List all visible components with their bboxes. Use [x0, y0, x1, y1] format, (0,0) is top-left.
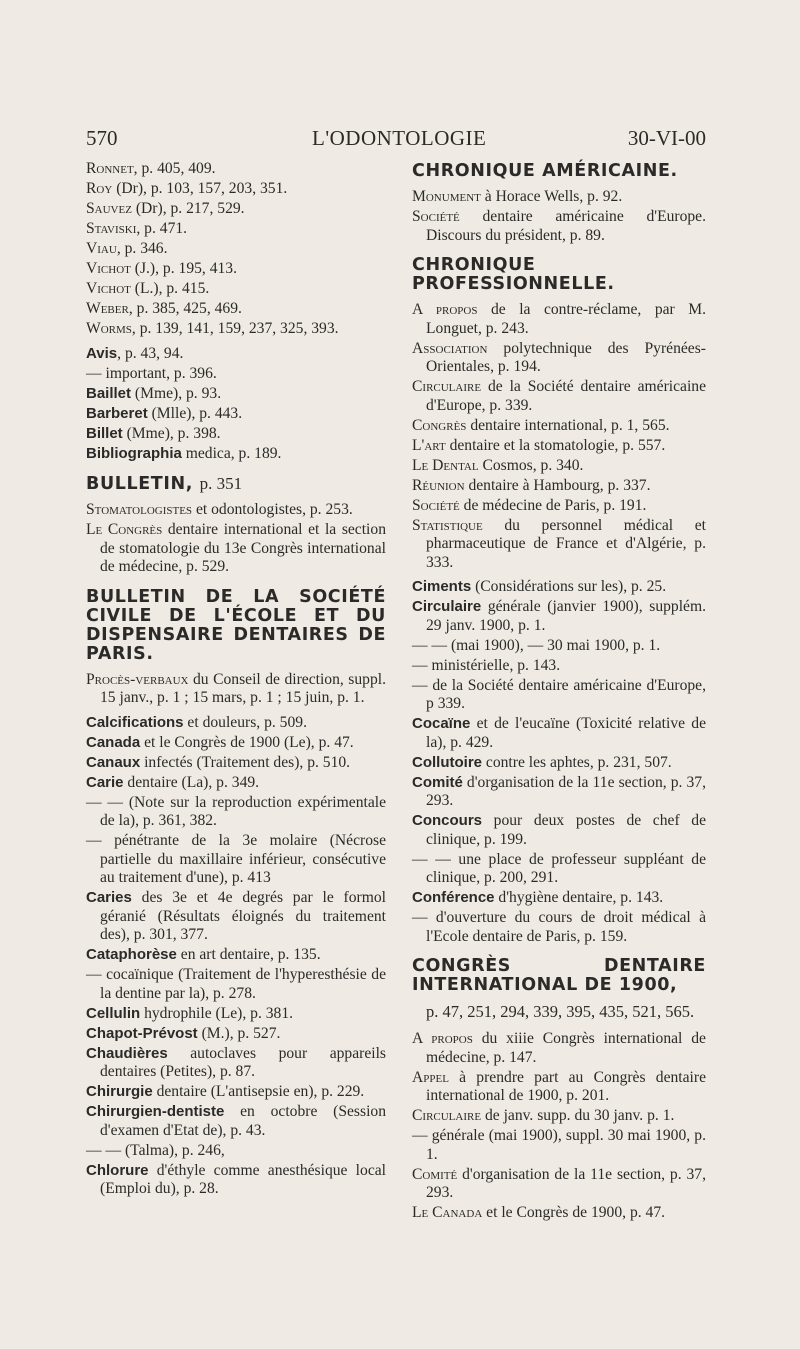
index-entry [412, 812, 706, 849]
index-entry [412, 774, 706, 811]
index-name: Procès-verbaux [86, 670, 189, 688]
index-name: Le Dental [412, 456, 479, 474]
index-entry [412, 457, 706, 476]
index-pages: (M.), p. 527. [197, 1024, 281, 1042]
index-entry [86, 889, 386, 945]
index-pages: contre les aphtes, p. 231, 507. [482, 753, 672, 771]
index-term: Calcifications [86, 713, 184, 731]
section-heading [86, 588, 386, 664]
running-header [86, 126, 706, 154]
index-term: Cellulin [86, 1004, 141, 1022]
index-name: Stomatologistes [86, 501, 193, 518]
index-entry [412, 1127, 706, 1164]
index-entry [412, 188, 706, 207]
index-name: Monument [412, 188, 481, 205]
index-entry [86, 966, 386, 1003]
index-pages: — — (Talma), p. 246, [86, 1141, 225, 1159]
index-pages: dentaire (La), p. 349. [123, 773, 260, 791]
index-pages: dentaire à Hambourg, p. 337. [464, 476, 651, 494]
index-entry [86, 385, 386, 404]
page-number: 570 [86, 126, 118, 150]
index-name: A propos [412, 1030, 473, 1047]
index-pages: dentaire international, p. 1, 565. [466, 416, 670, 434]
index-pages: et le Congrès de 1900 (Le), p. 47. [140, 733, 354, 751]
index-name: Sauvez [86, 200, 132, 217]
index-name: Comité [412, 1165, 458, 1183]
index-term: Cataphorèse [86, 946, 177, 963]
index-entry [86, 774, 386, 793]
index-entry [86, 734, 386, 753]
section-heading-text: BULLETIN DE LA SOCIÉTÉ CIVILE DE L'ÉCOLE ET DU DISPENSAIRE DENTAIRES DE PARIS. [86, 586, 386, 664]
index-pages: du Conseil de direction, suppl. 15 janv., p. 1 ; 15 mars, p. 1 ; 15 juin, p. 1. [100, 670, 386, 706]
index-pages: d'hygiène dentaire, p. 143. [494, 889, 664, 906]
index-pages: du xiiie Congrès international de médecine, p. 147. [426, 1030, 706, 1066]
index-entry [86, 794, 386, 831]
index-pages: du personnel médical et pharmaceutique de France et d'Algérie, p. 333. [426, 516, 706, 571]
section-heading-text: BULLETIN, [86, 474, 193, 494]
index-term: Concours [412, 812, 483, 829]
index-entry [412, 378, 706, 415]
index-entry [86, 320, 386, 339]
index-entry [86, 300, 386, 319]
index-pages: — important, p. 396. [86, 364, 217, 382]
index-term: Barberet [86, 404, 148, 422]
index-pages: des 3e et 4e degrés par le formol géranié (Résultats éloignés du traitement des), p. 301, 377. [100, 889, 386, 943]
index-entry [86, 280, 386, 299]
index-pages: (Mme), p. 93. [131, 384, 222, 402]
index-name: Association [412, 339, 488, 357]
index-term: Avis [86, 344, 118, 362]
index-pages: , p. 43, 94. [117, 344, 184, 362]
index-name: Weber [86, 300, 129, 317]
index-term: Chirurgien-dentiste [86, 1103, 225, 1120]
index-entry [86, 501, 386, 520]
index-pages: générale (janvier 1900), supplém. 29 janv. 1900, p. 1. [426, 598, 706, 634]
index-pages: infectés (Traitement des), p. 510. [140, 753, 351, 771]
index-name: Le Canada [412, 1204, 483, 1221]
index-entry [86, 671, 386, 708]
index-pages: autoclaves pour appareils dentaires (Petites), p. 87. [100, 1044, 386, 1080]
index-name: Ronnet [86, 160, 134, 177]
index-pages: — pénétrante de la 3e molaire (Nécrose partielle du maxillaire inférieur, consécutive au traitement d'une), p. 413 [86, 832, 386, 886]
index-pages: dentaire (L'antisepsie en), p. 229. [152, 1083, 365, 1100]
index-pages: — — une place de professeur suppléant de clinique, p. 200, 291. [412, 850, 706, 886]
index-pages: , p. 139, 141, 159, 237, 325, 393. [131, 320, 339, 337]
index-pages: (Mlle), p. 443. [147, 404, 243, 422]
index-entry [412, 340, 706, 377]
index-term: Chapot-Prévost [86, 1024, 198, 1042]
index-pages: pour deux postes de chef de clinique, p. 199. [426, 812, 706, 848]
index-pages: (Dr), p. 217, 529. [131, 200, 245, 217]
index-term: Billet [86, 424, 123, 442]
index-pages: de médecine de Paris, p. 191. [459, 496, 647, 514]
index-name: Vichot [86, 260, 131, 277]
section-heading [86, 474, 386, 494]
index-name: Réunion [412, 476, 465, 494]
index-pages: Cosmos, p. 340. [478, 456, 584, 474]
index-name: Société [412, 496, 460, 514]
index-entry [412, 208, 706, 245]
index-pages: d'organisation de la 11e section, p. 37, 293. [426, 773, 706, 809]
section-heading-pages: p. 351 [199, 474, 243, 493]
index-entry [86, 260, 386, 279]
index-entry [86, 832, 386, 888]
index-entry [86, 1162, 386, 1199]
index-pages: d'éthyle comme anesthésique local (Emploi du), p. 28. [100, 1161, 386, 1197]
index-term: Bibliographia [86, 444, 182, 462]
index-entry [86, 445, 386, 464]
journal-title: L'ODONTOLOGIE [312, 126, 487, 150]
section-heading-text: CHRONIQUE AMÉRICAINE. [412, 161, 678, 181]
index-pages: et le Congrès de 1900, p. 47. [482, 1204, 666, 1221]
index-name: Viau [86, 240, 117, 257]
index-pages: en octobre (Session d'examen d'Etat de), p. 43. [100, 1103, 386, 1139]
index-entry [86, 714, 386, 733]
index-term: Comité [412, 773, 463, 791]
index-entry [412, 1107, 706, 1126]
index-pages: medica, p. 189. [181, 444, 282, 462]
section-heading [412, 256, 706, 294]
index-pages: et odontologistes, p. 253. [192, 501, 353, 518]
index-entry [412, 909, 706, 946]
index-term: Chlorure [86, 1161, 149, 1179]
index-pages: , p. 346. [116, 240, 168, 257]
index-pages: — cocaïnique (Traitement de l'hyperesthésie de la dentine par la), p. 278. [86, 966, 386, 1002]
index-column-left [86, 160, 386, 1200]
index-name: Société [412, 208, 460, 225]
index-entry [86, 946, 386, 965]
index-pages: (Dr), p. 103, 157, 203, 351. [112, 180, 288, 197]
index-pages: de janv. supp. du 30 janv. p. 1. [481, 1107, 675, 1124]
index-pages: (Considérations sur les), p. 25. [471, 578, 667, 595]
index-term: Canada [86, 733, 141, 751]
index-entry [86, 425, 386, 444]
index-entry [412, 637, 706, 656]
index-entry [412, 754, 706, 773]
index-term: Circulaire [412, 598, 482, 615]
index-pages: d'organisation de la 11e section, p. 37, 293. [426, 1165, 706, 1201]
index-entry [412, 497, 706, 516]
index-entry [86, 200, 386, 219]
index-pages: à prendre part au Congrès dentaire international de 1900, p. 201. [426, 1068, 706, 1104]
index-name: Appel [412, 1068, 449, 1086]
index-pages: — — (Note sur la reproduction expérimentale de la), p. 361, 382. [86, 793, 386, 829]
index-entry [86, 1083, 386, 1102]
index-entry [412, 889, 706, 908]
index-term: Caries [86, 889, 132, 906]
index-pages: et de l'eucaïne (Toxicité relative de la), p. 429. [426, 715, 706, 751]
index-pages: dentaire international et la section de stomatologie du 13e Congrès international de médecine, p. 529. [100, 521, 386, 575]
index-entry [412, 851, 706, 888]
index-term: Ciments [412, 578, 472, 595]
index-name: Statistique [412, 516, 483, 534]
index-entry [86, 365, 386, 384]
index-pages: , p. 385, 425, 469. [128, 300, 242, 317]
index-name: Congrès [412, 416, 467, 434]
index-entry [412, 437, 706, 456]
index-entry [412, 1204, 706, 1223]
index-name: Vichot [86, 280, 131, 297]
index-term: Conférence [412, 889, 495, 906]
section-heading-pages: p. 47, 251, 294, 339, 395, 435, 521, 565. [426, 1002, 695, 1021]
index-name: Roy [86, 180, 113, 197]
index-entry [86, 240, 386, 259]
index-entry [86, 521, 386, 577]
index-name: Staviski [86, 220, 137, 237]
index-entry [412, 715, 706, 752]
index-entry [412, 598, 706, 635]
index-term: Canaux [86, 753, 141, 771]
index-entry [412, 1030, 706, 1067]
index-pages: de la Société dentaire américaine d'Europe, p. 339. [426, 378, 706, 414]
index-entry [412, 1069, 706, 1106]
index-pages: , p. 405, 409. [133, 160, 216, 177]
index-term: Baillet [86, 384, 132, 402]
index-pages: en art dentaire, p. 135. [176, 946, 321, 963]
index-entry [412, 657, 706, 676]
index-name: Worms [86, 320, 132, 337]
index-column-right [412, 160, 706, 1224]
index-entry [86, 405, 386, 424]
index-name: Le Congrès [86, 521, 163, 538]
index-name: Circulaire [412, 378, 482, 395]
issue-date: 30-VI-00 [627, 126, 706, 150]
index-entry [86, 1045, 386, 1082]
index-term: Chirurgie [86, 1083, 153, 1100]
index-entry [86, 220, 386, 239]
index-entry [412, 1166, 706, 1203]
index-entry [86, 1142, 386, 1161]
index-pages: — — (mai 1900), — 30 mai 1900, p. 1. [412, 636, 661, 654]
index-pages: — ministérielle, p. 143. [412, 656, 561, 674]
index-entry [412, 517, 706, 573]
index-pages: hydrophile (Le), p. 381. [140, 1004, 294, 1022]
index-entry [412, 578, 706, 597]
index-pages: — de la Société dentaire américaine d'Europe, p 339. [412, 676, 706, 712]
index-entry [412, 301, 706, 338]
index-pages: , p. 471. [136, 220, 188, 237]
index-pages: dentaire américaine d'Europe. Discours du président, p. 89. [426, 208, 706, 244]
index-pages: (Mme), p. 398. [122, 424, 221, 442]
index-entry [412, 477, 706, 496]
index-pages: de la contre-réclame, par M. Longuet, p. 243. [426, 301, 706, 337]
index-term: Carie [86, 773, 124, 791]
index-pages: (L.), p. 415. [130, 280, 210, 297]
index-term: Chaudières [86, 1044, 168, 1062]
index-entry [412, 417, 706, 436]
index-pages: (J.), p. 195, 413. [130, 260, 237, 277]
index-name: Circulaire [412, 1107, 482, 1124]
index-entry [86, 1005, 386, 1024]
index-name: A propos [412, 301, 478, 318]
index-entry [86, 1025, 386, 1044]
section-heading-text: CHRONIQUE PROFESSIONNELLE. [412, 255, 615, 294]
section-heading [412, 162, 706, 181]
index-pages: dentaire et la stomatologie, p. 557. [445, 436, 666, 454]
index-pages: — générale (mai 1900), suppl. 30 mai 1900, p. 1. [412, 1127, 706, 1163]
section-heading [412, 957, 706, 995]
index-entry [412, 677, 706, 714]
index-term: Cocaïne [412, 715, 471, 732]
index-entry [86, 180, 386, 199]
index-name: L'art [412, 436, 446, 454]
index-entry [86, 160, 386, 179]
section-heading-text: CONGRÈS DENTAIRE INTERNATIONAL DE 1900, [412, 956, 706, 995]
index-term: Collutoire [412, 753, 482, 771]
index-entry [86, 754, 386, 773]
index-entry [86, 1103, 386, 1140]
index-pages: — d'ouverture du cours de droit médical à l'Ecole dentaire de Paris, p. 159. [412, 909, 706, 945]
index-pages: et douleurs, p. 509. [183, 713, 307, 731]
index-pages: polytechnique des Pyrénées-Orientales, p. 194. [426, 339, 706, 375]
index-entry [86, 345, 386, 364]
index-pages: à Horace Wells, p. 92. [480, 188, 623, 205]
